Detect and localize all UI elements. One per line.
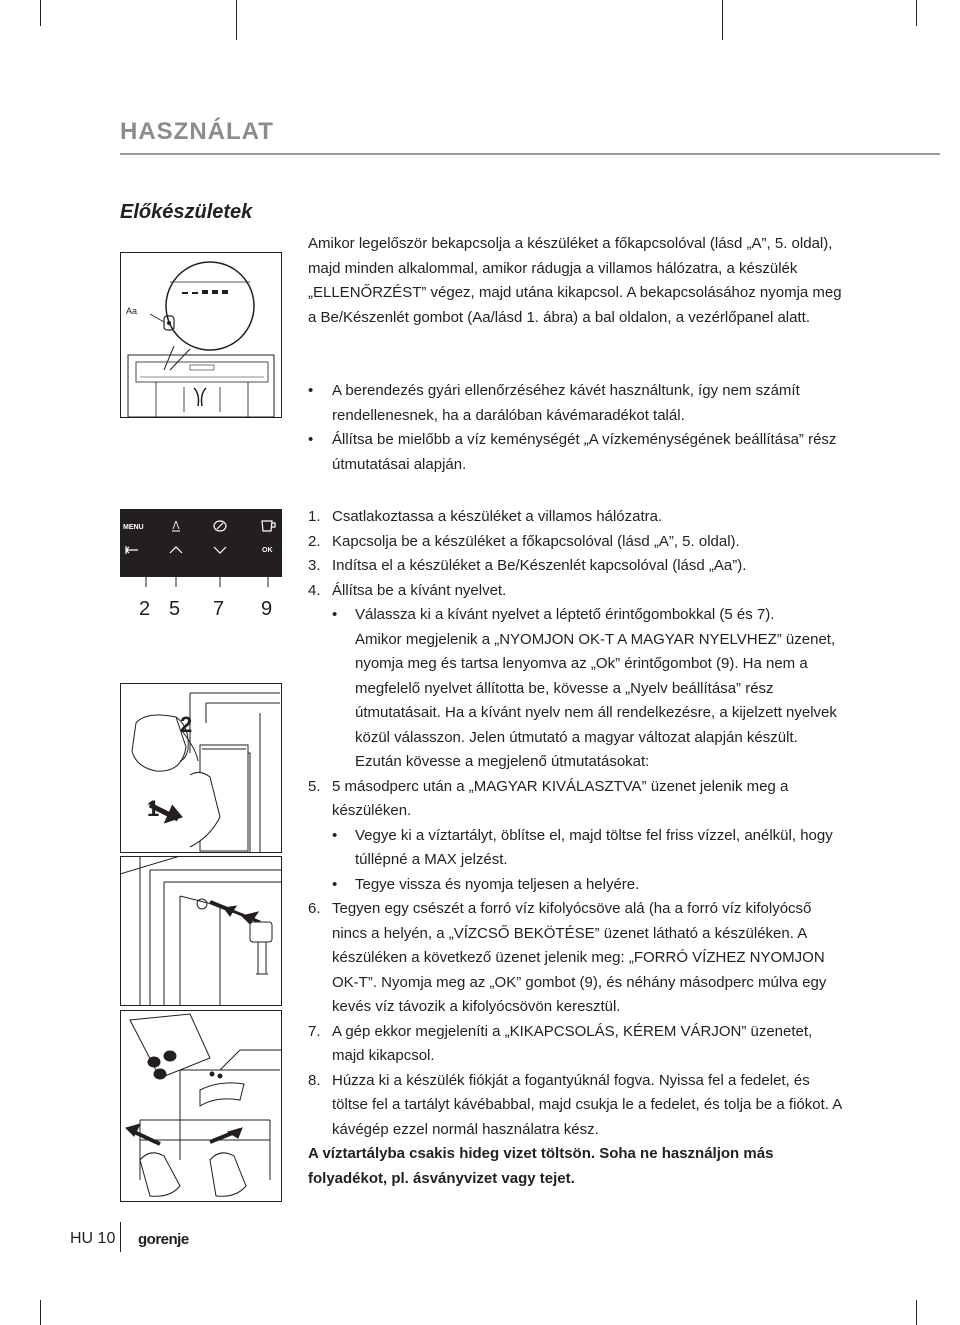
cup-icon <box>262 521 275 531</box>
bullet: • <box>332 826 338 844</box>
callout-1b: 1 <box>147 796 160 821</box>
brand-logo: gorenje <box>138 1231 189 1248</box>
jug-icon <box>132 715 186 771</box>
notes-list <box>308 379 848 477</box>
step-3: 3. Indítsa el a készüléket a Be/Készenlét kapcsolóval (lásd „Aa”). <box>308 557 747 574</box>
step-2: 2. Kapcsolja be a készüléket a főkapcsolóval (lásd „A”, 5. oldal). <box>308 532 740 550</box>
figure-hot-water-spout <box>120 856 282 1006</box>
step-8: 8. Húzza ki a készülék fiókját a fogantyúknál fogva. Nyissa fel a fedelet, és töltse fel a tartályt kávébabbal, majd csukja le a fedelet, és tolja be a fiókot. A kávégép ezzel normál használatra kész. <box>308 1071 842 1138</box>
step-6: 6. Tegyen egy csészét a forró víz kifolyócsöve alá (ha a forró víz kifolyócső nincs a helyén, a „VÍZCSŐ BEKÖTÉSE” üzenet látható a készüléken. A készüléken a következő üzenet jelenik meg: „FORRÓ VÍZHEZ NYOMJON OK-T”. Nyomja meg az „OK” gombot (9), és néhány másodperc múlva egy kevés víz távozik a kifolyócsövön keresztül. <box>308 900 827 1015</box>
callout-5: 5 <box>169 598 181 620</box>
step-1: 1. Csatlakoztassa a készüléket a villamos hálózatra. <box>308 508 663 525</box>
step-5-bullet: • Tegye vissza és nyomja teljesen a helyére. <box>308 873 848 898</box>
bullet: • <box>308 431 314 448</box>
step-4: 4. Állítsa be a kívánt nyelvet. <box>308 581 507 599</box>
figure-water-tank <box>120 683 282 853</box>
step-4-bullet: • Válassza ki a kívánt nyelvet a léptető érintőgombokkal (5 és 7). <box>308 603 848 628</box>
menu-label: MENU <box>123 524 144 531</box>
step-5-bullet: • Vegye ki a víztartályt, öblítse el, majd töltse fel friss vízzel, anélkül, hogy túllépné a MAX jelzést. <box>308 824 848 873</box>
section-title: HASZNÁLAT <box>120 118 274 145</box>
figure-control-panel <box>120 252 282 418</box>
note-item: • Állítsa be mielőbb a víz keménységét „A vízkeménységének beállítása” rész útmutatásai alapján. <box>308 428 848 477</box>
footer-divider <box>120 1222 121 1252</box>
ok-label: OK <box>262 547 273 554</box>
callout-7: 7 <box>213 598 225 620</box>
subsection-title: Előkészületek <box>120 201 253 223</box>
warning-text: A víztartályba csakis hideg vizet töltsön. Soha ne használjon más folyadékot, pl. ásványvizet vagy tejet. <box>308 1145 774 1187</box>
step-4-continuation: Amikor megjelenik a „NYOMJON OK-T A MAGYAR NYELVHEZ” üzenet, nyomja meg és tartsa lenyomva az „Ok” érintőgombot (9). Ha nem a megfelelő nyelvet állította be, kövesse a „Nyelv beállítása” rész útmutatásait. Ha a kívánt nyelv nem áll rendelkezésre, a kijelzett nyelvek közül válasszon. Jelen útmutató a magyar változat alapján készült. Ezután kövesse a megjelenő útmutatásokat: <box>355 630 837 770</box>
power-button-label: Aa <box>126 306 138 316</box>
figure-bean-container <box>120 1010 282 1202</box>
up-icon <box>170 547 182 553</box>
title-rule <box>120 153 940 155</box>
beans-icon-large <box>148 1057 160 1067</box>
callout-2: 2 <box>139 598 151 620</box>
bullet: • <box>308 382 314 399</box>
callout-9: 9 <box>261 598 273 620</box>
bullet: • <box>332 875 338 893</box>
note-item: • A berendezés gyári ellenőrzéséhez kávét használtunk, így nem számít rendellenesnek, ha a darálóban kávémaradékot talál. <box>308 379 848 428</box>
figure-touch-panel <box>120 509 282 629</box>
step-5: 5. 5 másodperc után a „MAGYAR KIVÁLASZTVA” üzenet jelenik meg a készüléken. <box>308 777 789 819</box>
water-icon <box>172 521 180 531</box>
callout-2b: 2 <box>180 712 193 737</box>
bullet: • <box>332 606 338 623</box>
back-icon <box>126 546 138 554</box>
intro-paragraph: Amikor legelőször bekapcsolja a készüléket a főkapcsolóval (lásd „A”, 5. oldal), majd minden alkalommal, amikor rádugja a villamos hálózatra, a készülék „ELLENŐRZÉST” végez, majd utána kikapcsol. A bekapcsolásához nyomja meg a Be/Készenlét gombot (Aa/lásd 1. ábra) a bal oldalon, a vezérlőpanel alatt. <box>308 235 842 326</box>
step-7: 7. A gép ekkor megjeleníti a „KIKAPCSOLÁS, KÉREM VÁRJON” üzenetet, majd kikapcsol. <box>308 1022 813 1064</box>
down-icon <box>214 547 226 553</box>
page-number: HU 10 <box>70 1230 116 1247</box>
steps-list <box>308 505 848 1191</box>
intro-text <box>308 232 848 330</box>
